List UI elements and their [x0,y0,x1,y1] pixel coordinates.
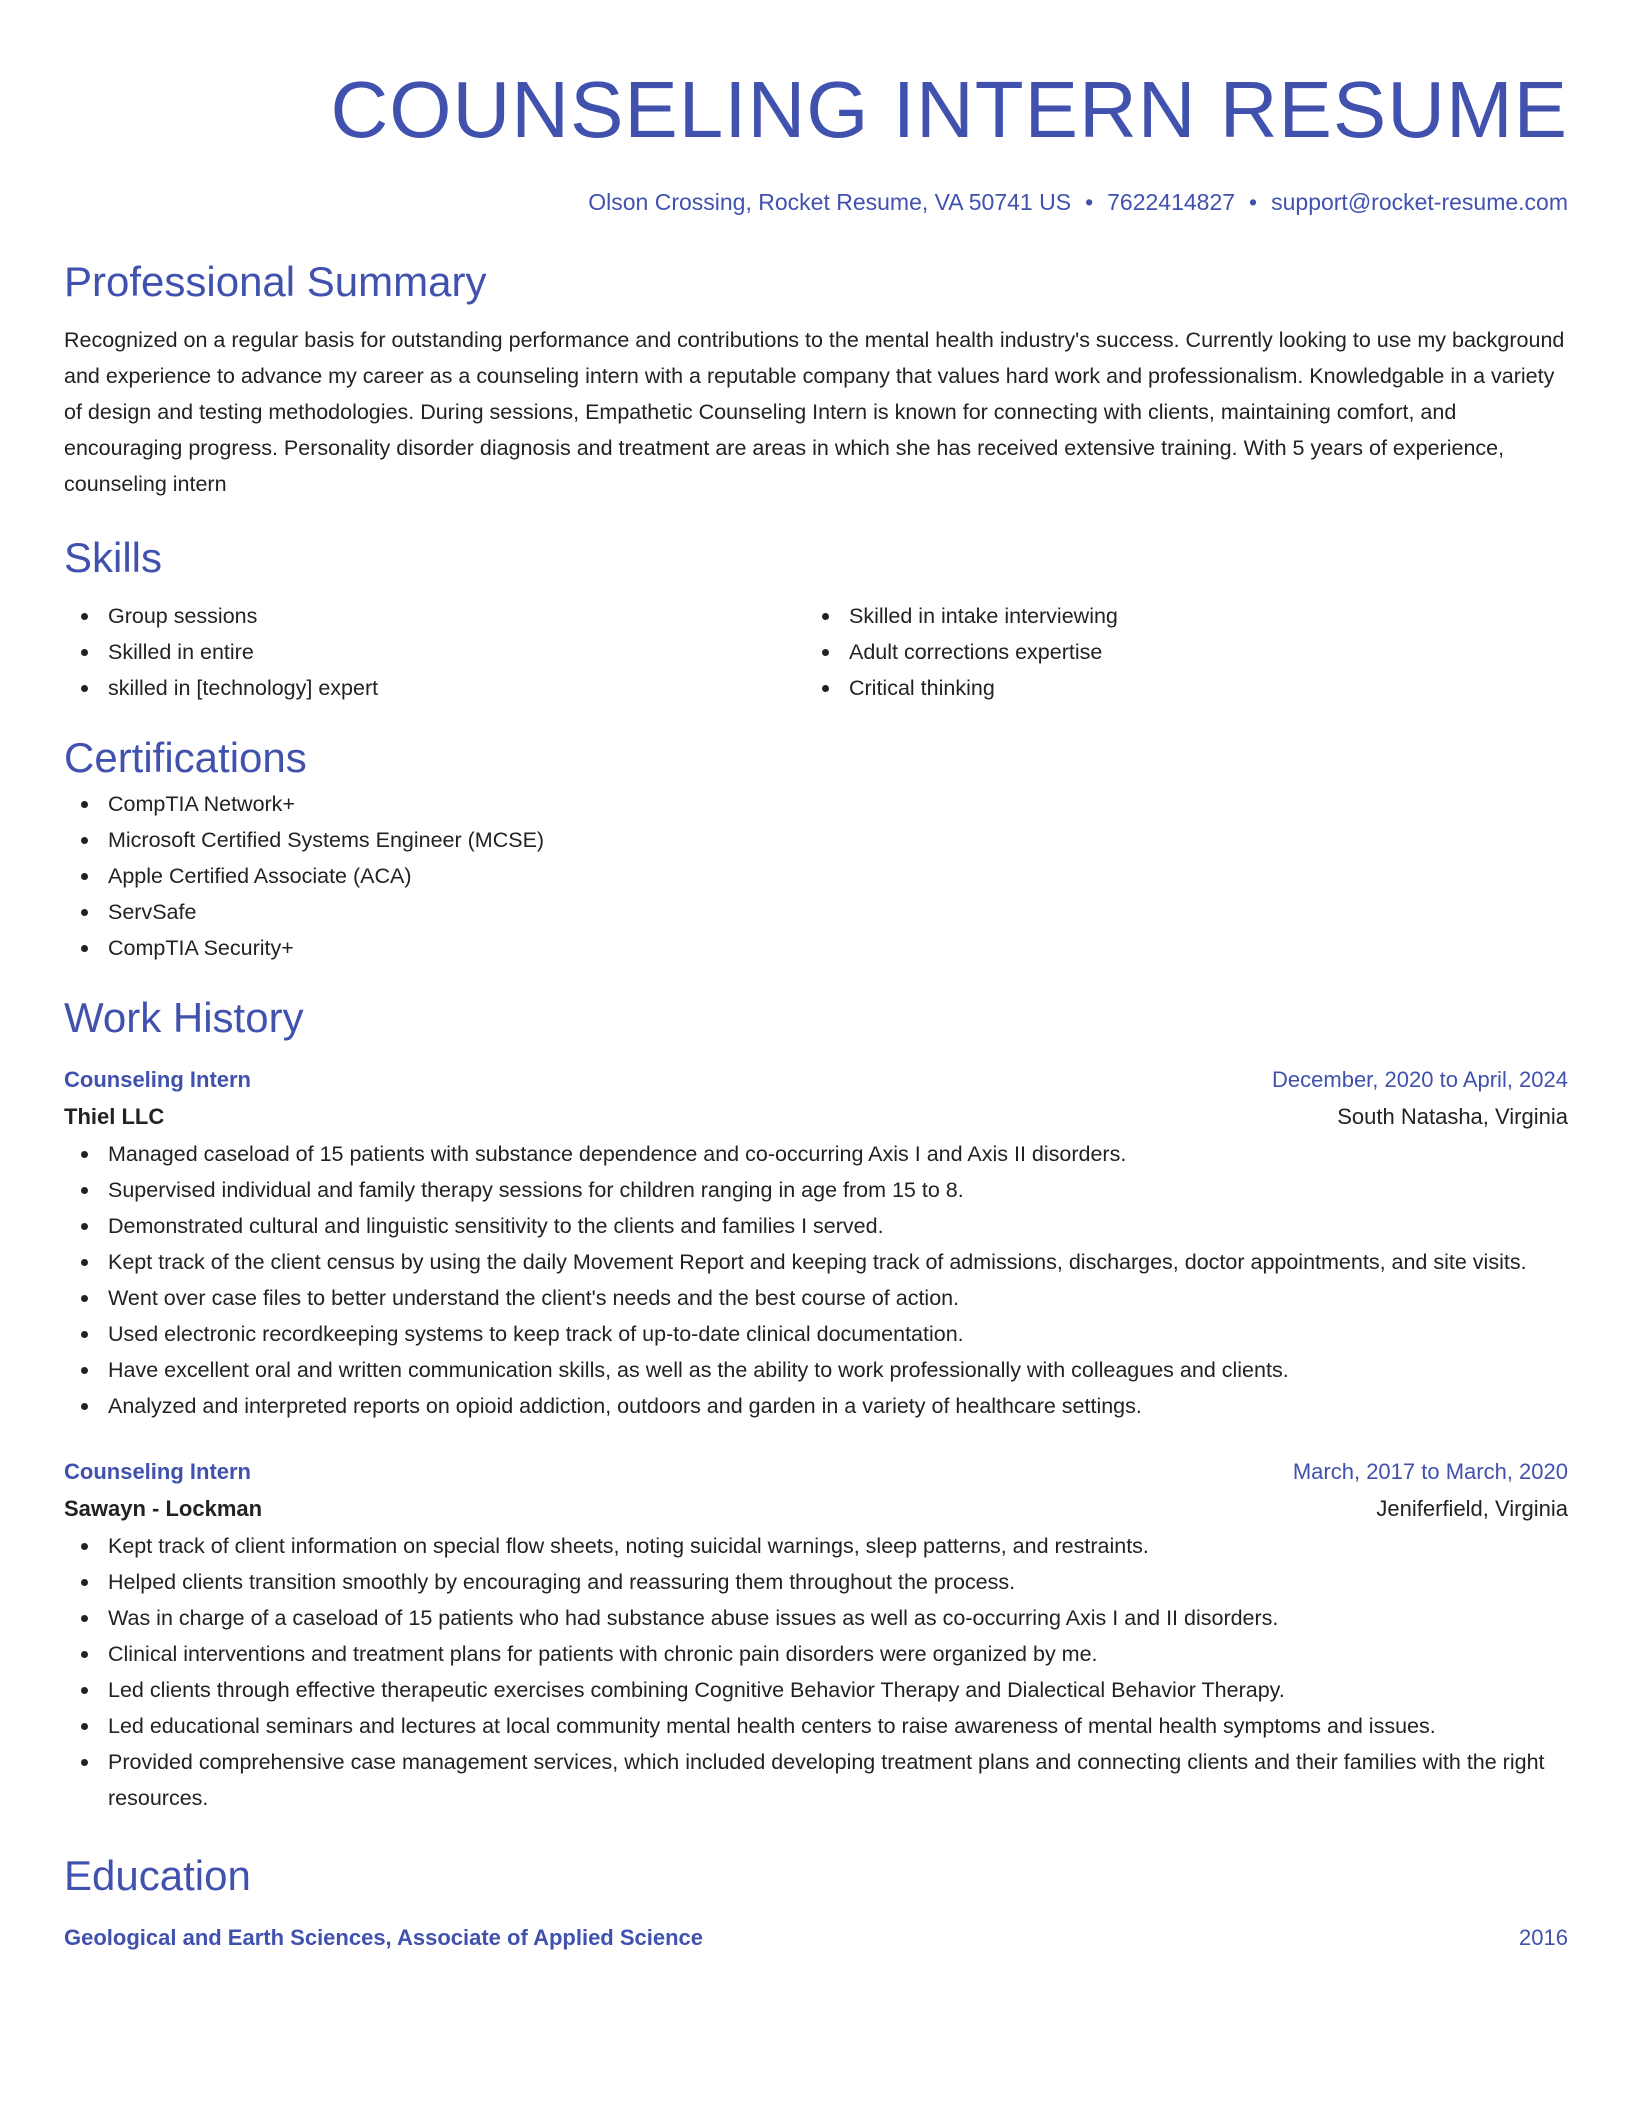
job-bullet: Kept track of the client census by using the daily Movement Report and keeping track of admissions, discharges, doctor appointments, and site visits. [64,1244,1568,1280]
job-bullet: Used electronic recordkeeping systems to keep track of up-to-date clinical documentation. [64,1316,1568,1352]
resume-title: COUNSELING INTERN RESUME [330,65,1568,154]
skill-item: Critical thinking [805,670,1546,706]
education-degree: Geological and Earth Sciences, Associate of Applied Science [64,1925,704,1950]
contact-address: Olson Crossing, Rocket Resume, VA 50741 US [588,189,1072,215]
job-bullet: Analyzed and interpreted reports on opioid addiction, outdoors and garden in a variety of healthcare settings. [64,1388,1568,1424]
certification-item: Apple Certified Associate (ACA) [64,858,1568,894]
skills-list-left [64,598,805,706]
job-entry [64,1454,1568,1816]
job-dates: December, 2020 to April, 2024 [1272,1067,1568,1092]
job-bullet: Have excellent oral and written communication skills, as well as the ability to work professionally with colleagues and clients. [64,1352,1568,1388]
job-bullet: Demonstrated cultural and linguistic sensitivity to the clients and families I served. [64,1208,1568,1244]
certifications-heading: Certifications [64,734,307,781]
skills-grid [64,598,1568,706]
education-year: 2016 [1519,1925,1568,1950]
skill-item: Adult corrections expertise [805,634,1546,670]
education-heading: Education [64,1852,251,1899]
contact-separator: • [1085,189,1094,215]
work-history-heading: Work History [64,994,304,1041]
certification-item: ServSafe [64,894,1568,930]
certification-item: Microsoft Certified Systems Engineer (MCSE) [64,822,1568,858]
job-bullet: Kept track of client information on special flow sheets, noting suicidal warnings, sleep patterns, and restraints. [64,1528,1568,1564]
job-title: Counseling Intern [64,1067,251,1092]
certification-item: CompTIA Network+ [64,786,1568,822]
job-title-row [64,1454,1568,1490]
skill-item: Skilled in intake interviewing [805,598,1546,634]
job-bullet: Went over case files to better understand the client's needs and the best course of action. [64,1280,1568,1316]
job-responsibilities [64,1136,1568,1424]
job-company: Sawayn - Lockman [64,1496,263,1521]
contact-line [64,182,1568,222]
job-company-row [64,1490,1568,1528]
job-location: Jeniferfield, Virginia [1376,1496,1568,1521]
job-bullet: Clinical interventions and treatment plans for patients with chronic pain disorders were organized by me. [64,1636,1568,1672]
education-entry [64,1920,1568,1956]
certifications-list [64,786,1568,966]
job-bullet: Managed caseload of 15 patients with substance dependence and co-occurring Axis I and Axis II disorders. [64,1136,1568,1172]
skill-item: Group sessions [64,598,805,634]
summary-text: Recognized on a regular basis for outstanding performance and contributions to the mental health industry's success. Currently looking to use my background and experience to advance my career as a counseling intern with a reputable company that values hard work and professionalism. Knowledgable in a variety of design and testing methodologies. During sessions, Empathetic Counseling Intern is known for connecting with clients, maintaining comfort, and encouraging progress. Personality disorder diagnosis and treatment are areas in which she has received extensive training. With 5 years of experience, counseling intern [64,328,1565,496]
job-bullet: Was in charge of a caseload of 15 patients who had substance abuse issues as well as co-occurring Axis I and II disorders. [64,1600,1568,1636]
job-bullet: Supervised individual and family therapy sessions for children ranging in age from 15 to 8. [64,1172,1568,1208]
skills-heading: Skills [64,534,163,581]
contact-email: support@rocket-resume.com [1271,189,1568,215]
contact-phone: 7622414827 [1107,189,1236,215]
summary-heading: Professional Summary [64,258,487,305]
job-title-row [64,1062,1568,1098]
job-bullet: Led clients through effective therapeutic exercises combining Cognitive Behavior Therapy and Dialectical Behavior Therapy. [64,1672,1568,1708]
skill-item: skilled in [technology] expert [64,670,805,706]
job-entry [64,1062,1568,1424]
certification-item: CompTIA Security+ [64,930,1568,966]
job-bullet: Provided comprehensive case management services, which included developing treatment plans and connecting clients and their families with the right resources. [64,1744,1568,1816]
contact-separator: • [1249,189,1258,215]
job-bullet: Helped clients transition smoothly by encouraging and reassuring them throughout the process. [64,1564,1568,1600]
skill-item: Skilled in entire [64,634,805,670]
job-dates: March, 2017 to March, 2020 [1292,1459,1568,1484]
job-responsibilities [64,1528,1568,1816]
skills-list-right [805,598,1546,706]
job-bullet: Led educational seminars and lectures at local community mental health centers to raise awareness of mental health symptoms and issues. [64,1708,1568,1744]
job-title: Counseling Intern [64,1459,251,1484]
job-company: Thiel LLC [64,1104,165,1129]
job-company-row [64,1098,1568,1136]
job-location: South Natasha, Virginia [1337,1104,1568,1129]
